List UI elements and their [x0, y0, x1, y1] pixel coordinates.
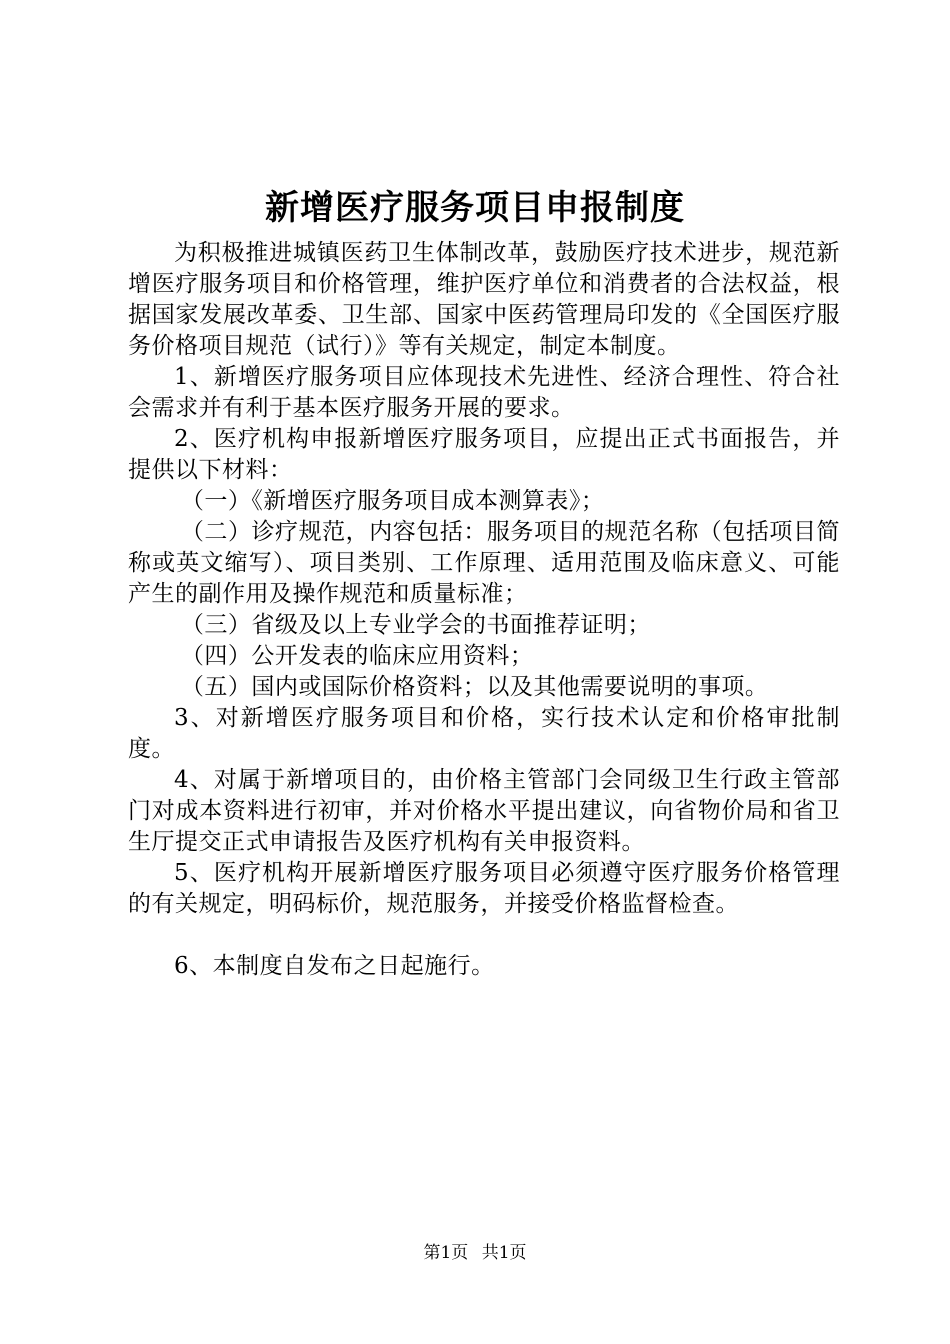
clause-2: 2、医疗机构申报新增医疗服务项目，应提出正式书面报告，并提供以下材料：	[128, 426, 840, 483]
clause-4: 4、对属于新增项目的，由价格主管部门会同级卫生行政主管部门对成本资料进行初审，并对价格水平提出建议，向省物价局和省卫生厅提交正式申请报告及医疗机构有关申报资料。	[128, 767, 840, 855]
clause-5: 5、医疗机构开展新增医疗服务项目必须遵守医疗服务价格管理的有关规定，明码标价，规范服务，并接受价格监督检查。	[128, 860, 840, 917]
document-title: 新增医疗服务项目申报制度	[265, 188, 685, 228]
clause-2-item-2: （二）诊疗规范，内容包括：服务项目的规范名称（包括项目简称或英文缩写）、项目类别、工作原理、适用范围及临床意义、可能产生的副作用及操作规范和质量标准；	[128, 519, 840, 607]
page-total: 共1页	[481, 1243, 527, 1263]
document-body	[128, 238, 840, 982]
clause-2-item-4: （四）公开发表的临床应用资料；	[180, 643, 534, 669]
page-number: 第1页	[423, 1243, 469, 1263]
intro-paragraph: 为积极推进城镇医药卫生体制改革，鼓励医疗技术进步，规范新增医疗服务项目和价格管理，维护医疗单位和消费者的合法权益，根据国家发展改革委、卫生部、国家中医药管理局印发的《全国医疗服务价格项目规范（试行）》等有关规定，制定本制度。	[128, 240, 840, 359]
page-footer	[0, 1242, 950, 1264]
clause-3: 3、对新增医疗服务项目和价格，实行技术认定和价格审批制度。	[128, 705, 840, 762]
clause-2-item-5: （五）国内或国际价格资料；以及其他需要说明的事项。	[180, 674, 769, 700]
paragraph-spacer	[128, 920, 840, 951]
clause-1: 1、新增医疗服务项目应体现技术先进性、经济合理性、符合社会需求并有利于基本医疗服务开展的要求。	[128, 364, 840, 421]
clause-2-item-1: （一）《新增医疗服务项目成本测算表》；	[180, 488, 605, 514]
clause-6: 6、本制度自发布之日起施行。	[174, 953, 495, 979]
clause-2-item-3: （三）省级及以上专业学会的书面推荐证明；	[180, 612, 651, 638]
